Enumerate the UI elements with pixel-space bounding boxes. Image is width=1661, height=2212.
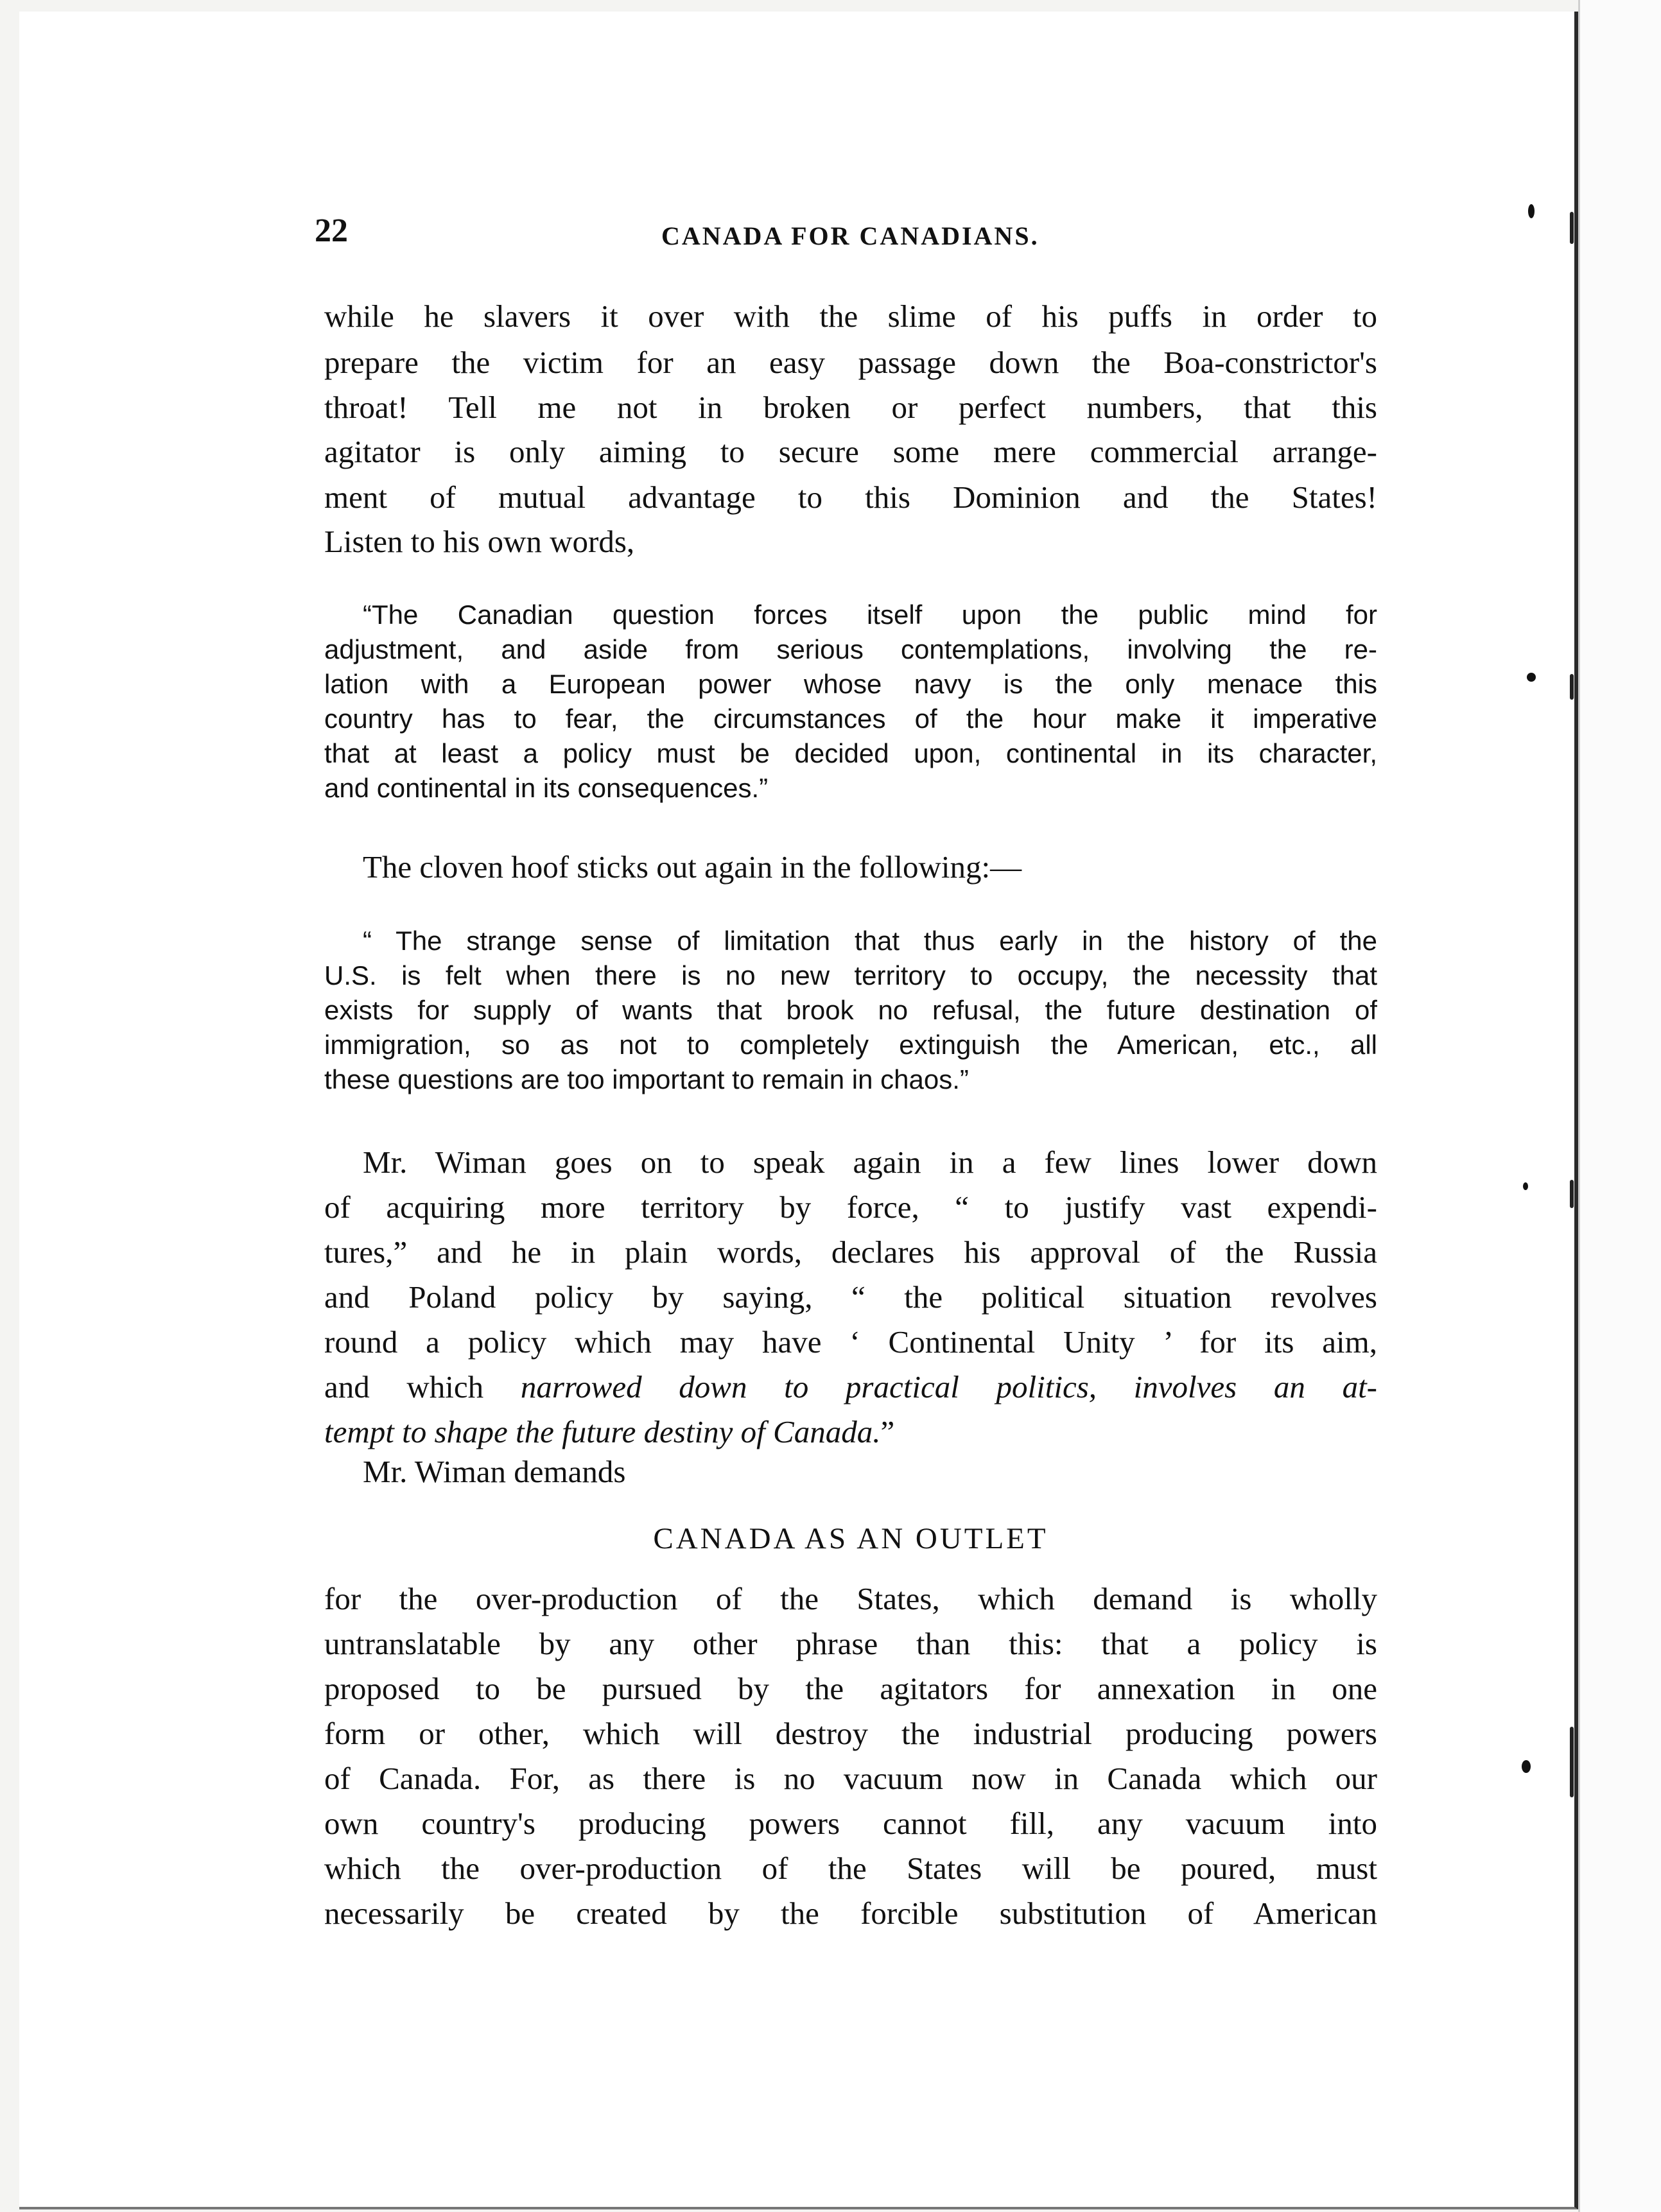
body-line: of Canada. For, as there is no vacuum now in Canada which our (324, 1761, 1377, 1796)
margin-speck (1522, 1760, 1531, 1773)
body-line: which the over-production of the States will be poured, must (324, 1851, 1377, 1886)
body-line: prepare the victim for an easy passage down the Boa-constrictor's (324, 345, 1377, 380)
quote-line: “The Canadian question forces itself upon the public mind for (363, 600, 1377, 630)
quote-line: exists for supply of wants that brook no refusal, the future destination of (324, 995, 1377, 1025)
body-line: and Poland policy by saying, “ the political situation revolves (324, 1279, 1377, 1315)
section-heading: CANADA AS AN OUTLET (653, 1522, 1048, 1555)
page-number: 22 (315, 212, 348, 249)
quote-line: lation with a European power whose navy is the only menace this (324, 669, 1377, 699)
quote-line: these questions are too important to remain in chaos.” (324, 1064, 969, 1094)
running-head (315, 212, 1380, 263)
body-line: proposed to be pursued by the agitators for annexation in one (324, 1671, 1377, 1706)
body-line (324, 1367, 1377, 1410)
body-line: of acquiring more territory by force, “ to justify vast expendi- (324, 1189, 1377, 1225)
body-line: for the over-production of the States, which demand is wholly (324, 1581, 1377, 1616)
body-text: and which (324, 1369, 521, 1404)
body-line: tures,” and he in plain words, declares his approval of the Russia (324, 1234, 1377, 1270)
body-line: Mr. Wiman goes on to speak again in a few lines lower down (363, 1145, 1377, 1180)
margin-speck (1523, 1182, 1528, 1190)
body-line: while he slavers it over with the slime of his puffs in order to (324, 298, 1377, 334)
quote-line: and continental in its consequences.” (324, 773, 769, 803)
margin-mark (1570, 212, 1574, 244)
margin-speck (1527, 673, 1536, 682)
margin-speck (1528, 204, 1535, 218)
margin-mark (1570, 1180, 1574, 1208)
adjacent-page-edge (1578, 0, 1661, 2212)
quote-line: that at least a policy must be decided upon, continental in its character, (324, 738, 1377, 768)
quote-line: U.S. is felt when there is no new territory to occupy, the necessity that (324, 960, 1377, 990)
italic-text: narrowed down to practical politics, involves an at- (520, 1369, 1377, 1404)
body-line: Listen to his own words, (324, 524, 635, 559)
body-line: untranslatable by any other phrase than this: that a policy is (324, 1626, 1377, 1661)
margin-mark (1570, 1727, 1574, 1797)
quote-line: “ The strange sense of limitation that thus early in the history of the (363, 926, 1377, 956)
italic-text: tempt to shape the future destiny of Canada. (324, 1414, 881, 1449)
body-text: ” (880, 1414, 895, 1449)
quote-line: country has to fear, the circumstances of the hour make it imperative (324, 704, 1377, 734)
running-title: CANADA FOR CANADIANS. (661, 221, 1039, 250)
quote-line: immigration, so as not to completely extinguish the American, etc., all (324, 1030, 1377, 1060)
body-line: own country's producing powers cannot fill, any vacuum into (324, 1806, 1377, 1841)
margin-mark (1570, 674, 1574, 700)
body-line: form or other, which will destroy the industrial producing powers (324, 1716, 1377, 1751)
body-line (324, 1412, 1377, 1455)
body-line: agitator is only aiming to secure some mere commercial arrange- (324, 434, 1377, 469)
body-line: round a policy which may have ‘ Continental Unity ’ for its aim, (324, 1324, 1377, 1360)
body-line: ment of mutual advantage to this Dominion and the States! (324, 480, 1377, 515)
body-line: Mr. Wiman demands (363, 1454, 626, 1489)
body-line: necessarily be created by the forcible substitution of American (324, 1896, 1377, 1931)
quote-line: adjustment, and aside from serious contemplations, involving the re- (324, 634, 1377, 664)
body-line: The cloven hoof sticks out again in the following:— (363, 849, 1022, 885)
body-line: throat! Tell me not in broken or perfect numbers, that this (324, 390, 1377, 425)
